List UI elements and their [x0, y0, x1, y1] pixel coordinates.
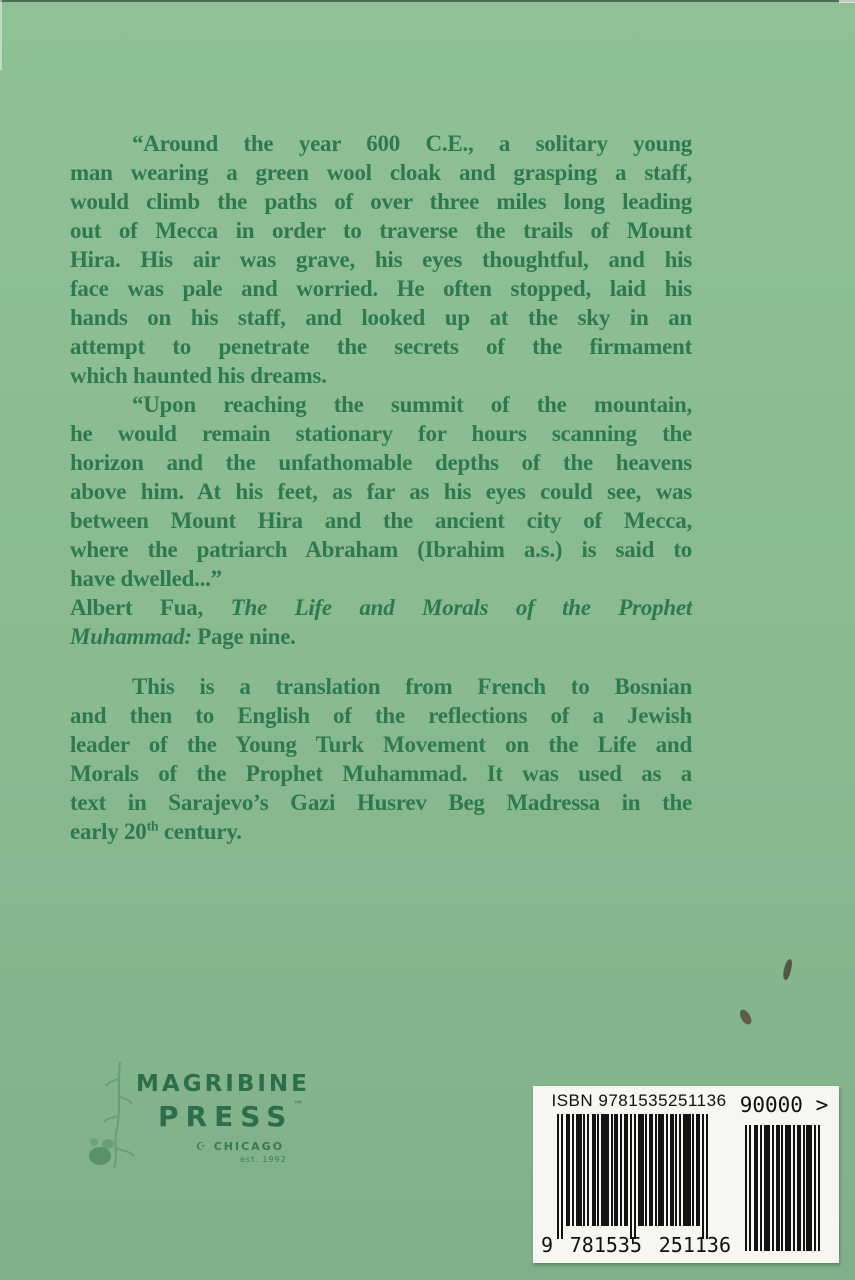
addon-bars [745, 1125, 820, 1251]
barcode-bar [803, 1125, 805, 1251]
text-segment: man wearing a green wool cloak and grasping a staff, [70, 160, 692, 185]
publisher-logo [84, 1056, 344, 1174]
text-segment: which haunted his dreams. [70, 363, 327, 388]
text-segment: have dwelled...” [70, 566, 222, 591]
barcode-bar [658, 1114, 664, 1226]
attribution [70, 593, 692, 651]
barcode-bar [793, 1125, 795, 1251]
text-segment: “Around the year 600 C.E., a solitary young [132, 131, 692, 156]
cover-speck [782, 959, 793, 981]
barcode-bar [634, 1114, 636, 1239]
text-segment: between Mount Hira and the ancient city of Mecca, [70, 508, 692, 533]
text-segment: Page nine. [191, 624, 296, 649]
text-segment: Muhammad: [70, 624, 192, 649]
text-line [70, 158, 692, 187]
ean13-bars [557, 1114, 708, 1226]
right-page-edge [839, 0, 855, 3]
text-segment: above him. At his feet, as far as his eyes could see, was [70, 479, 692, 504]
text-segment: would climb the paths of over three miles long leading [70, 189, 692, 214]
publisher-city-line [196, 1140, 284, 1153]
barcode-bar [797, 1125, 801, 1251]
body-text [70, 129, 692, 846]
barcode-bar [601, 1114, 609, 1226]
barcode-bar [611, 1114, 613, 1226]
text-line [70, 361, 692, 390]
barcode-bar [818, 1125, 820, 1251]
publisher-est-line: est. 1992 [240, 1155, 287, 1164]
trademark-symbol: ™ [293, 1100, 304, 1111]
text-line [70, 701, 692, 730]
barcode-bar [749, 1125, 751, 1251]
text-line [70, 187, 692, 216]
publisher-name-press: PRESS [158, 1100, 294, 1133]
barcode-digit-lead: 9 [541, 1233, 554, 1257]
barcode-bar [587, 1114, 589, 1226]
text-segment: Morals of the Prophet Muhammad. It was used as a [70, 761, 692, 786]
text-line [70, 535, 692, 564]
text-line [70, 303, 692, 332]
barcode-bar [649, 1114, 653, 1226]
barcode-bar [630, 1114, 632, 1239]
text-segment: attempt to penetrate the secrets of the firmament [70, 334, 692, 359]
text-line [70, 506, 692, 535]
barcode-bar [745, 1125, 747, 1251]
synopsis-paragraph [70, 672, 692, 846]
barcode-bar [561, 1114, 563, 1239]
barcode-bar [614, 1114, 618, 1226]
quote-paragraph-2 [70, 390, 692, 593]
barcode-panel [533, 1086, 839, 1263]
barcode-bar [772, 1125, 774, 1251]
barcode-bar [645, 1114, 647, 1226]
price-addon-code: 90000 > [739, 1093, 829, 1117]
barcode-bar [624, 1114, 628, 1226]
text-line [70, 129, 692, 158]
barcode-bar [781, 1125, 783, 1251]
text-segment: th [146, 818, 159, 834]
text-line [70, 564, 692, 593]
text-line [70, 672, 692, 701]
text-segment: “Upon reaching the summit of the mountain, [132, 392, 692, 417]
barcode-bar [696, 1114, 700, 1226]
text-line [70, 390, 692, 419]
text-line [70, 788, 692, 817]
text-segment: text in Sarajevo’s Gazi Husrev Beg Madressa in the [70, 790, 692, 815]
text-line [70, 245, 692, 274]
text-line [70, 419, 692, 448]
barcode-digits [541, 1233, 731, 1257]
barcode-bar [702, 1114, 704, 1239]
text-line [70, 622, 692, 651]
publisher-city: CHICAGO [213, 1140, 285, 1153]
barcode-bar [706, 1114, 708, 1239]
barcode-bar [814, 1125, 816, 1251]
text-segment: out of Mecca in order to traverse the trails of Mount [70, 218, 692, 243]
barcode-bar [566, 1114, 570, 1226]
barcode-bar [675, 1114, 677, 1226]
barcode-bar [754, 1125, 758, 1251]
text-segment: The Life and Morals of the Prophet [230, 595, 692, 620]
text-line [70, 216, 692, 245]
barcode-bar [760, 1125, 762, 1251]
barcode-bar [638, 1114, 644, 1226]
barcode-bar [670, 1114, 674, 1226]
barcode-bar [583, 1114, 585, 1226]
barcode-bar [683, 1114, 691, 1226]
text-segment: Hira. His air was grave, his eyes thoughtful, and his [70, 247, 692, 272]
top-edge-shadow [0, 0, 855, 2]
cover-speck [738, 1008, 753, 1026]
text-segment: Albert Fua, [70, 595, 231, 620]
text-segment: face was pale and worried. He often stopped, laid his [70, 276, 692, 301]
text-line [70, 477, 692, 506]
publisher-name-line1: MAGRIBINE [136, 1071, 310, 1097]
barcode-bar [806, 1125, 812, 1251]
text-line [70, 759, 692, 788]
text-segment: where the patriarch Abraham (Ibrahim a.s.) is said to [70, 537, 692, 562]
barcode-bar [785, 1125, 791, 1251]
barcode-bar [666, 1114, 668, 1226]
barcode-digit-group2: 251136 [658, 1233, 731, 1257]
barcode-bar [597, 1114, 599, 1226]
text-line [70, 730, 692, 759]
barcode-bar [620, 1114, 622, 1226]
text-segment: hands on his staff, and looked up at the sky in an [70, 305, 692, 330]
barcode-bar [692, 1114, 694, 1226]
isbn-label: ISBN 9781535251136 [551, 1091, 727, 1110]
text-line [70, 274, 692, 303]
barcode-bar [572, 1114, 574, 1226]
barcode-bar [776, 1125, 780, 1251]
text-line [70, 332, 692, 361]
publisher-name-line2 [158, 1100, 303, 1133]
barcode-bar [764, 1125, 770, 1251]
text-segment: horizon and the unfathomable depths of the heavens [70, 450, 692, 475]
text-segment: early 20 [70, 819, 147, 844]
barcode-bar [592, 1114, 596, 1226]
barcode-digit-group1: 781535 [569, 1233, 643, 1257]
text-segment: and then to English of the reflections of a Jewish [70, 703, 692, 728]
text-segment: This is a translation from French to Bosnian [132, 674, 692, 699]
crescent-star-icon: ☪ [196, 1140, 208, 1153]
barcode-bar [557, 1114, 559, 1239]
text-segment: century. [158, 819, 242, 844]
barcode-bar [655, 1114, 657, 1226]
barcode-bar [679, 1114, 681, 1226]
text-line [70, 817, 692, 846]
text-line [70, 448, 692, 477]
left-page-edge [0, 0, 2, 70]
barcode-bar [576, 1114, 582, 1226]
text-segment: leader of the Young Turk Movement on the Life and [70, 732, 692, 757]
quote-paragraph-1 [70, 129, 692, 390]
text-segment: he would remain stationary for hours scanning the [70, 421, 692, 446]
text-line [70, 593, 692, 622]
